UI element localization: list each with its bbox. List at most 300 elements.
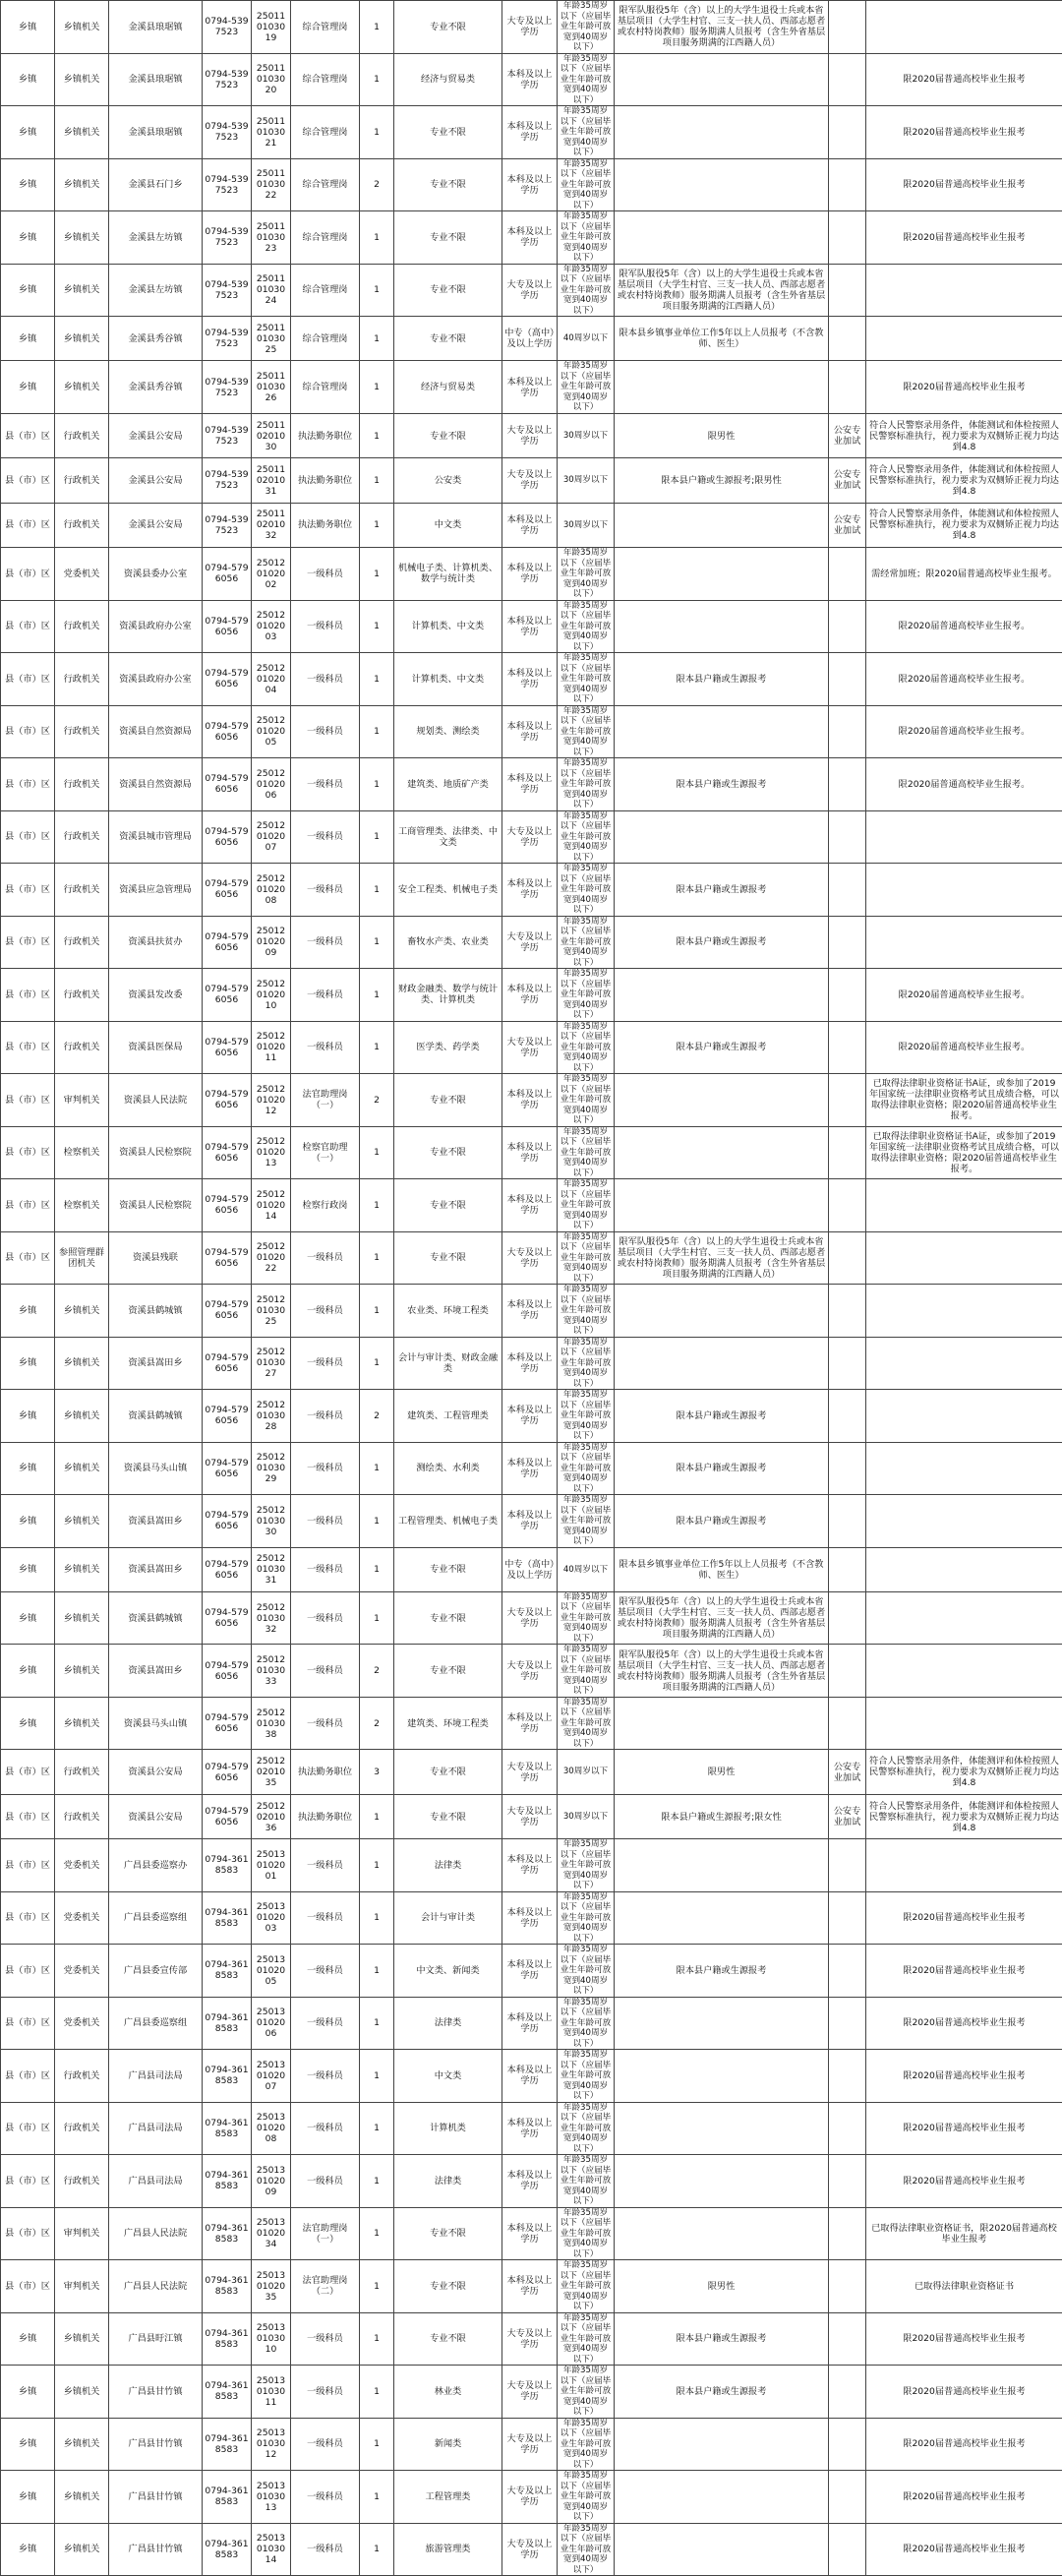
code-cell: 250120103038 (252, 1697, 291, 1750)
age-cell: 年龄35周岁以下（应届毕业生年龄可放宽到40周岁以下） (558, 264, 615, 317)
table-row (1, 1697, 1062, 1750)
phone-cell: 0794-5796056 (203, 1442, 252, 1495)
conditions-cell: 限男性 (615, 2260, 829, 2313)
post-cell: 一级科员 (291, 916, 360, 969)
count-cell: 2 (360, 1390, 394, 1443)
post-cell: 一级科员 (291, 1547, 360, 1591)
major-cell: 畜牧水产类、农业类 (394, 916, 502, 969)
age-cell: 年龄35周岁以下（应届毕业生年龄可放宽到40周岁以下） (558, 1021, 615, 1074)
code-cell: 250120102008 (252, 864, 291, 917)
exam-cell (829, 1547, 866, 1591)
unit-cell: 资溪县嵩田乡 (109, 1547, 203, 1591)
major-cell: 会计与审计类 (394, 1891, 502, 1945)
unit-cell: 资溪县残联 (109, 1231, 203, 1285)
notes-cell: 已取得法律职业资格证书，限2020届普通高校毕业生报考 (866, 2207, 1062, 2260)
post-cell: 综合管理岗 (291, 1, 360, 54)
type-cell: 乡镇机关 (55, 106, 109, 159)
count-cell: 1 (360, 705, 394, 758)
notes-cell (866, 1697, 1062, 1750)
education-cell: 大专及以上学历 (502, 1, 558, 54)
age-cell: 年龄35周岁以下（应届毕业生年龄可放宽到40周岁以下） (558, 158, 615, 211)
table-row (1, 1495, 1062, 1548)
type-cell: 审判机关 (55, 2207, 109, 2260)
post-cell: 一级科员 (291, 2312, 360, 2366)
post-cell: 综合管理岗 (291, 317, 360, 361)
post-cell: 一级科员 (291, 1945, 360, 1998)
type-cell: 行政机关 (55, 413, 109, 457)
exam-cell (829, 653, 866, 706)
level-cell: 县（市）区 (1, 1794, 55, 1838)
type-cell: 审判机关 (55, 2260, 109, 2313)
exam-cell (829, 705, 866, 758)
age-cell: 年龄35周岁以下（应届毕业生年龄可放宽到40周岁以下） (558, 1495, 615, 1548)
major-cell: 工商管理类、法律类、中文类 (394, 810, 502, 864)
count-cell: 1 (360, 458, 394, 503)
unit-cell: 金溪县左坊镇 (109, 264, 203, 317)
level-cell: 县（市）区 (1, 1021, 55, 1074)
table-row (1, 158, 1062, 211)
notes-cell (866, 264, 1062, 317)
notes-cell (866, 1591, 1062, 1645)
type-cell: 行政机关 (55, 2102, 109, 2155)
type-cell: 乡镇机关 (55, 1, 109, 54)
count-cell: 1 (360, 1997, 394, 2050)
type-cell: 行政机关 (55, 2155, 109, 2208)
unit-cell: 资溪县人民检察院 (109, 1126, 203, 1179)
level-cell: 县（市）区 (1, 413, 55, 457)
code-cell: 250120102010 (252, 969, 291, 1022)
type-cell: 乡镇机关 (55, 1591, 109, 1645)
age-cell: 年龄35周岁以下（应届毕业生年龄可放宽到40周岁以下） (558, 758, 615, 811)
phone-cell: 0794-3618583 (203, 2418, 252, 2471)
post-cell: 一级科员 (291, 2102, 360, 2155)
major-cell: 专业不限 (394, 1074, 502, 1127)
education-cell: 大专及以上学历 (502, 458, 558, 503)
post-cell: 一级科员 (291, 1697, 360, 1750)
major-cell: 专业不限 (394, 1, 502, 54)
notes-cell (866, 916, 1062, 969)
notes-cell: 限2020届普通高校毕业生报考 (866, 158, 1062, 211)
education-cell: 本科及以上学历 (502, 2102, 558, 2155)
post-cell: 一级科员 (291, 758, 360, 811)
post-cell: 综合管理岗 (291, 106, 360, 159)
unit-cell: 资溪县人民检察院 (109, 1179, 203, 1232)
education-cell: 本科及以上学历 (502, 758, 558, 811)
unit-cell: 资溪县扶贫办 (109, 916, 203, 969)
post-cell: 综合管理岗 (291, 211, 360, 265)
conditions-cell (615, 2155, 829, 2208)
code-cell: 250120103033 (252, 1645, 291, 1698)
unit-cell: 广昌县司法局 (109, 2050, 203, 2103)
exam-cell (829, 2523, 866, 2576)
unit-cell: 金溪县左坊镇 (109, 211, 203, 265)
major-cell: 安全工程类、机械电子类 (394, 864, 502, 917)
conditions-cell (615, 810, 829, 864)
notes-cell: 需经常加班；限2020届普通高校毕业生报考。 (866, 548, 1062, 601)
conditions-cell: 限军队服役5年（含）以上的大学生退役士兵或本省基层项目（大学生村官、三支一扶人员、西部志愿者或农村特岗教师）服务期满人员报考（含生外省基层项目服务期满的江西籍人员） (615, 1645, 829, 1698)
phone-cell: 0794-5796056 (203, 1179, 252, 1232)
post-cell: 执法勤务职位 (291, 1750, 360, 1794)
post-cell: 执法勤务职位 (291, 1794, 360, 1838)
post-cell: 一级科员 (291, 2471, 360, 2524)
age-cell: 30周岁以下 (558, 1750, 615, 1794)
phone-cell: 0794-5796056 (203, 1794, 252, 1838)
table-row (1, 1442, 1062, 1495)
type-cell: 乡镇机关 (55, 211, 109, 265)
table-row (1, 1337, 1062, 1390)
count-cell: 1 (360, 2155, 394, 2208)
age-cell: 30周岁以下 (558, 413, 615, 457)
phone-cell: 0794-5796056 (203, 1231, 252, 1285)
exam-cell (829, 361, 866, 414)
major-cell: 专业不限 (394, 1750, 502, 1794)
age-cell: 年龄35周岁以下（应届毕业生年龄可放宽到40周岁以下） (558, 361, 615, 414)
major-cell: 财政金融类、数学与统计类、计算机类 (394, 969, 502, 1022)
notes-cell (866, 1495, 1062, 1548)
age-cell: 年龄35周岁以下（应届毕业生年龄可放宽到40周岁以下） (558, 2102, 615, 2155)
level-cell: 县（市）区 (1, 1891, 55, 1945)
code-cell: 250120102005 (252, 705, 291, 758)
age-cell: 年龄35周岁以下（应届毕业生年龄可放宽到40周岁以下） (558, 2523, 615, 2576)
unit-cell: 资溪县医保局 (109, 1021, 203, 1074)
conditions-cell: 限军队服役5年（含）以上的大学生退役士兵或本省基层项目（大学生村官、三支一扶人员、西部志愿者或农村特岗教师）服务期满人员报考（含生外省基层项目服务期满的江西籍人员） (615, 1591, 829, 1645)
age-cell: 年龄35周岁以下（应届毕业生年龄可放宽到40周岁以下） (558, 1074, 615, 1127)
table-row (1, 361, 1062, 414)
education-cell: 本科及以上学历 (502, 1285, 558, 1338)
age-cell: 年龄35周岁以下（应届毕业生年龄可放宽到40周岁以下） (558, 2312, 615, 2366)
type-cell: 乡镇机关 (55, 1442, 109, 1495)
notes-cell: 限2020届普通高校毕业生报考 (866, 2102, 1062, 2155)
type-cell: 乡镇机关 (55, 264, 109, 317)
exam-cell (829, 2102, 866, 2155)
count-cell: 2 (360, 1697, 394, 1750)
unit-cell: 金溪县秀谷镇 (109, 361, 203, 414)
type-cell: 乡镇机关 (55, 2312, 109, 2366)
code-cell: 250120103028 (252, 1390, 291, 1443)
code-cell: 250120102009 (252, 916, 291, 969)
conditions-cell (615, 1839, 829, 1892)
code-cell: 250120103031 (252, 1547, 291, 1591)
level-cell: 乡镇 (1, 1390, 55, 1443)
education-cell: 本科及以上学历 (502, 2207, 558, 2260)
type-cell: 行政机关 (55, 600, 109, 653)
major-cell: 法律类 (394, 1839, 502, 1892)
level-cell: 县（市）区 (1, 1231, 55, 1285)
conditions-cell: 限本县户籍或生源报考 (615, 916, 829, 969)
type-cell: 行政机关 (55, 503, 109, 547)
count-cell: 1 (360, 2207, 394, 2260)
code-cell: 250120201036 (252, 1794, 291, 1838)
conditions-cell (615, 969, 829, 1022)
level-cell: 乡镇 (1, 1591, 55, 1645)
age-cell: 年龄35周岁以下（应届毕业生年龄可放宽到40周岁以下） (558, 1945, 615, 1998)
age-cell: 30周岁以下 (558, 458, 615, 503)
phone-cell: 0794-5796056 (203, 1591, 252, 1645)
exam-cell (829, 600, 866, 653)
education-cell: 大专及以上学历 (502, 810, 558, 864)
notes-cell (866, 864, 1062, 917)
post-cell: 一级科员 (291, 864, 360, 917)
level-cell: 乡镇 (1, 264, 55, 317)
table-row (1, 758, 1062, 811)
code-cell: 250110201032 (252, 503, 291, 547)
type-cell: 乡镇机关 (55, 361, 109, 414)
education-cell: 本科及以上学历 (502, 653, 558, 706)
code-cell: 250130103013 (252, 2471, 291, 2524)
major-cell: 机械电子类、计算机类、数学与统计类 (394, 548, 502, 601)
education-cell: 本科及以上学历 (502, 106, 558, 159)
type-cell: 参照管理群团机关 (55, 1231, 109, 1285)
phone-cell: 0794-5796056 (203, 1285, 252, 1338)
code-cell: 250120102022 (252, 1231, 291, 1285)
table-row (1, 2050, 1062, 2103)
code-cell: 250130102009 (252, 2155, 291, 2208)
level-cell: 县（市）区 (1, 1179, 55, 1232)
code-cell: 250120102011 (252, 1021, 291, 1074)
table-row (1, 600, 1062, 653)
exam-cell (829, 2260, 866, 2313)
conditions-cell (615, 1337, 829, 1390)
table-row (1, 458, 1062, 503)
exam-cell (829, 2471, 866, 2524)
level-cell: 乡镇 (1, 2312, 55, 2366)
education-cell: 大专及以上学历 (502, 2471, 558, 2524)
count-cell: 1 (360, 317, 394, 361)
code-cell: 250110103025 (252, 317, 291, 361)
phone-cell: 0794-5796056 (203, 705, 252, 758)
type-cell: 行政机关 (55, 1021, 109, 1074)
conditions-cell: 限本县户籍或生源报考;限男性 (615, 458, 829, 503)
unit-cell: 广昌县委巡察组 (109, 1891, 203, 1945)
table-row (1, 2260, 1062, 2313)
unit-cell: 广昌县人民法院 (109, 2260, 203, 2313)
education-cell: 大专及以上学历 (502, 1021, 558, 1074)
education-cell: 本科及以上学历 (502, 1495, 558, 1548)
education-cell: 大专及以上学历 (502, 264, 558, 317)
level-cell: 县（市）区 (1, 2207, 55, 2260)
code-cell: 250120102004 (252, 653, 291, 706)
unit-cell: 资溪县马头山镇 (109, 1697, 203, 1750)
phone-cell: 0794-5796056 (203, 548, 252, 601)
conditions-cell (615, 1285, 829, 1338)
table-row (1, 1231, 1062, 1285)
conditions-cell (615, 1891, 829, 1945)
major-cell: 专业不限 (394, 1231, 502, 1285)
unit-cell: 金溪县石门乡 (109, 158, 203, 211)
age-cell: 年龄35周岁以下（应届毕业生年龄可放宽到40周岁以下） (558, 1337, 615, 1390)
major-cell: 专业不限 (394, 211, 502, 265)
phone-cell: 0794-3618583 (203, 2155, 252, 2208)
phone-cell: 0794-3618583 (203, 1839, 252, 1892)
code-cell: 250130102035 (252, 2260, 291, 2313)
phone-cell: 0794-5796056 (203, 600, 252, 653)
conditions-cell (615, 1126, 829, 1179)
level-cell: 乡镇 (1, 2418, 55, 2471)
type-cell: 乡镇机关 (55, 1495, 109, 1548)
education-cell: 本科及以上学历 (502, 1997, 558, 2050)
code-cell: 250120103032 (252, 1591, 291, 1645)
level-cell: 乡镇 (1, 361, 55, 414)
type-cell: 乡镇机关 (55, 2523, 109, 2576)
exam-cell (829, 1697, 866, 1750)
phone-cell: 0794-5397523 (203, 317, 252, 361)
table-row (1, 1794, 1062, 1838)
count-cell: 1 (360, 1231, 394, 1285)
conditions-cell: 限本县户籍或生源报考 (615, 653, 829, 706)
post-cell: 一级科员 (291, 1231, 360, 1285)
education-cell: 大专及以上学历 (502, 1794, 558, 1838)
phone-cell: 0794-5796056 (203, 1126, 252, 1179)
count-cell: 1 (360, 2312, 394, 2366)
education-cell: 本科及以上学历 (502, 1337, 558, 1390)
notes-cell (866, 1231, 1062, 1285)
conditions-cell (615, 600, 829, 653)
education-cell: 本科及以上学历 (502, 1074, 558, 1127)
notes-cell (866, 1179, 1062, 1232)
age-cell: 年龄35周岁以下（应届毕业生年龄可放宽到40周岁以下） (558, 600, 615, 653)
notes-cell: 限2020届普通高校毕业生报考 (866, 2366, 1062, 2419)
unit-cell: 资溪县发改委 (109, 969, 203, 1022)
conditions-cell (615, 503, 829, 547)
notes-cell: 符合人民警察录用条件，体能测试和体检按照人民警察标准执行，视力要求为双侧矫正视力均达到4.8 (866, 458, 1062, 503)
notes-cell: 限2020届普通高校毕业生报考。 (866, 969, 1062, 1022)
count-cell: 1 (360, 361, 394, 414)
type-cell: 行政机关 (55, 864, 109, 917)
conditions-cell (615, 705, 829, 758)
notes-cell: 限2020届普通高校毕业生报考。 (866, 1021, 1062, 1074)
notes-cell: 已取得法律职业资格证书A证，或参加了2019年国家统一法律职业资格考试且成绩合格，可以取得法律职业资格；限2020届普通高校毕业生报考。 (866, 1126, 1062, 1179)
notes-cell: 符合人民警察录用条件，体能测试和体检按照人民警察标准执行，视力要求为双侧矫正视力均达到4.8 (866, 503, 1062, 547)
major-cell: 法律类 (394, 1997, 502, 2050)
level-cell: 县（市）区 (1, 705, 55, 758)
notes-cell: 限2020届普通高校毕业生报考。 (866, 600, 1062, 653)
phone-cell: 0794-5796056 (203, 1750, 252, 1794)
level-cell: 乡镇 (1, 2523, 55, 2576)
age-cell: 年龄35周岁以下（应届毕业生年龄可放宽到40周岁以下） (558, 548, 615, 601)
education-cell: 大专及以上学历 (502, 1750, 558, 1794)
conditions-cell: 限本县户籍或生源报考 (615, 1495, 829, 1548)
post-cell: 一级科员 (291, 1839, 360, 1892)
table-row (1, 2155, 1062, 2208)
age-cell: 年龄35周岁以下（应届毕业生年龄可放宽到40周岁以下） (558, 2050, 615, 2103)
level-cell: 乡镇 (1, 211, 55, 265)
unit-cell: 金溪县琅琚镇 (109, 106, 203, 159)
notes-cell: 限2020届普通高校毕业生报考 (866, 1997, 1062, 2050)
count-cell: 1 (360, 653, 394, 706)
exam-cell (829, 1231, 866, 1285)
count-cell: 1 (360, 1021, 394, 1074)
exam-cell (829, 1442, 866, 1495)
count-cell: 1 (360, 810, 394, 864)
phone-cell: 0794-3618583 (203, 1997, 252, 2050)
level-cell: 县（市）区 (1, 2050, 55, 2103)
level-cell: 县（市）区 (1, 1945, 55, 1998)
age-cell: 年龄35周岁以下（应届毕业生年龄可放宽到40周岁以下） (558, 1390, 615, 1443)
post-cell: 一级科员 (291, 548, 360, 601)
level-cell: 县（市）区 (1, 548, 55, 601)
table-row (1, 705, 1062, 758)
phone-cell: 0794-3618583 (203, 2523, 252, 2576)
level-cell: 乡镇 (1, 2366, 55, 2419)
table-row (1, 916, 1062, 969)
education-cell: 本科及以上学历 (502, 705, 558, 758)
age-cell: 30周岁以下 (558, 1794, 615, 1838)
age-cell: 年龄35周岁以下（应届毕业生年龄可放宽到40周岁以下） (558, 810, 615, 864)
age-cell: 年龄35周岁以下（应届毕业生年龄可放宽到40周岁以下） (558, 653, 615, 706)
conditions-cell: 限本县户籍或生源报考 (615, 2312, 829, 2366)
count-cell: 1 (360, 1794, 394, 1838)
age-cell: 年龄35周岁以下（应届毕业生年龄可放宽到40周岁以下） (558, 705, 615, 758)
major-cell: 专业不限 (394, 1794, 502, 1838)
age-cell: 年龄35周岁以下（应届毕业生年龄可放宽到40周岁以下） (558, 1231, 615, 1285)
notes-cell: 限2020届普通高校毕业生报考 (866, 1945, 1062, 1998)
count-cell: 1 (360, 1945, 394, 1998)
table-row (1, 2312, 1062, 2366)
age-cell: 年龄35周岁以下（应届毕业生年龄可放宽到40周岁以下） (558, 2418, 615, 2471)
major-cell: 专业不限 (394, 264, 502, 317)
code-cell: 250130102006 (252, 1997, 291, 2050)
unit-cell: 金溪县琅琚镇 (109, 1, 203, 54)
notes-cell: 限2020届普通高校毕业生报考 (866, 53, 1062, 106)
unit-cell: 广昌县盱江镇 (109, 2312, 203, 2366)
exam-cell (829, 53, 866, 106)
conditions-cell (615, 2102, 829, 2155)
type-cell: 乡镇机关 (55, 2418, 109, 2471)
count-cell: 1 (360, 916, 394, 969)
unit-cell: 资溪县自然资源局 (109, 705, 203, 758)
unit-cell: 资溪县鹤城镇 (109, 1285, 203, 1338)
table-row (1, 2366, 1062, 2419)
phone-cell: 0794-3618583 (203, 2471, 252, 2524)
notes-cell: 限2020届普通高校毕业生报考 (866, 2050, 1062, 2103)
table-row (1, 1591, 1062, 1645)
phone-cell: 0794-3618583 (203, 1891, 252, 1945)
education-cell: 本科及以上学历 (502, 548, 558, 601)
age-cell: 年龄35周岁以下（应届毕业生年龄可放宽到40周岁以下） (558, 53, 615, 106)
level-cell: 县（市）区 (1, 1074, 55, 1127)
unit-cell: 资溪县政府办公室 (109, 600, 203, 653)
level-cell: 乡镇 (1, 1442, 55, 1495)
conditions-cell: 限本县户籍或生源报考 (615, 1442, 829, 1495)
table-row (1, 1997, 1062, 2050)
table-row (1, 211, 1062, 265)
unit-cell: 资溪县公安局 (109, 1750, 203, 1794)
conditions-cell (615, 2418, 829, 2471)
conditions-cell (615, 361, 829, 414)
notes-cell (866, 317, 1062, 361)
notes-cell: 限2020届普通高校毕业生报考 (866, 2155, 1062, 2208)
education-cell: 本科及以上学历 (502, 1442, 558, 1495)
type-cell: 行政机关 (55, 1794, 109, 1838)
phone-cell: 0794-5796056 (203, 1337, 252, 1390)
level-cell: 县（市）区 (1, 1839, 55, 1892)
phone-cell: 0794-5796056 (203, 1021, 252, 1074)
table-row (1, 53, 1062, 106)
table-row (1, 1839, 1062, 1892)
count-cell: 1 (360, 600, 394, 653)
table-row (1, 1750, 1062, 1794)
code-cell: 250120103029 (252, 1442, 291, 1495)
code-cell: 250120102014 (252, 1179, 291, 1232)
major-cell: 旅游管理类 (394, 2523, 502, 2576)
major-cell: 林业类 (394, 2366, 502, 2419)
table-row (1, 1645, 1062, 1698)
code-cell: 250120103025 (252, 1285, 291, 1338)
phone-cell: 0794-3618583 (203, 2050, 252, 2103)
notes-cell (866, 1645, 1062, 1698)
education-cell: 大专及以上学历 (502, 413, 558, 457)
age-cell: 年龄35周岁以下（应届毕业生年龄可放宽到40周岁以下） (558, 1, 615, 54)
